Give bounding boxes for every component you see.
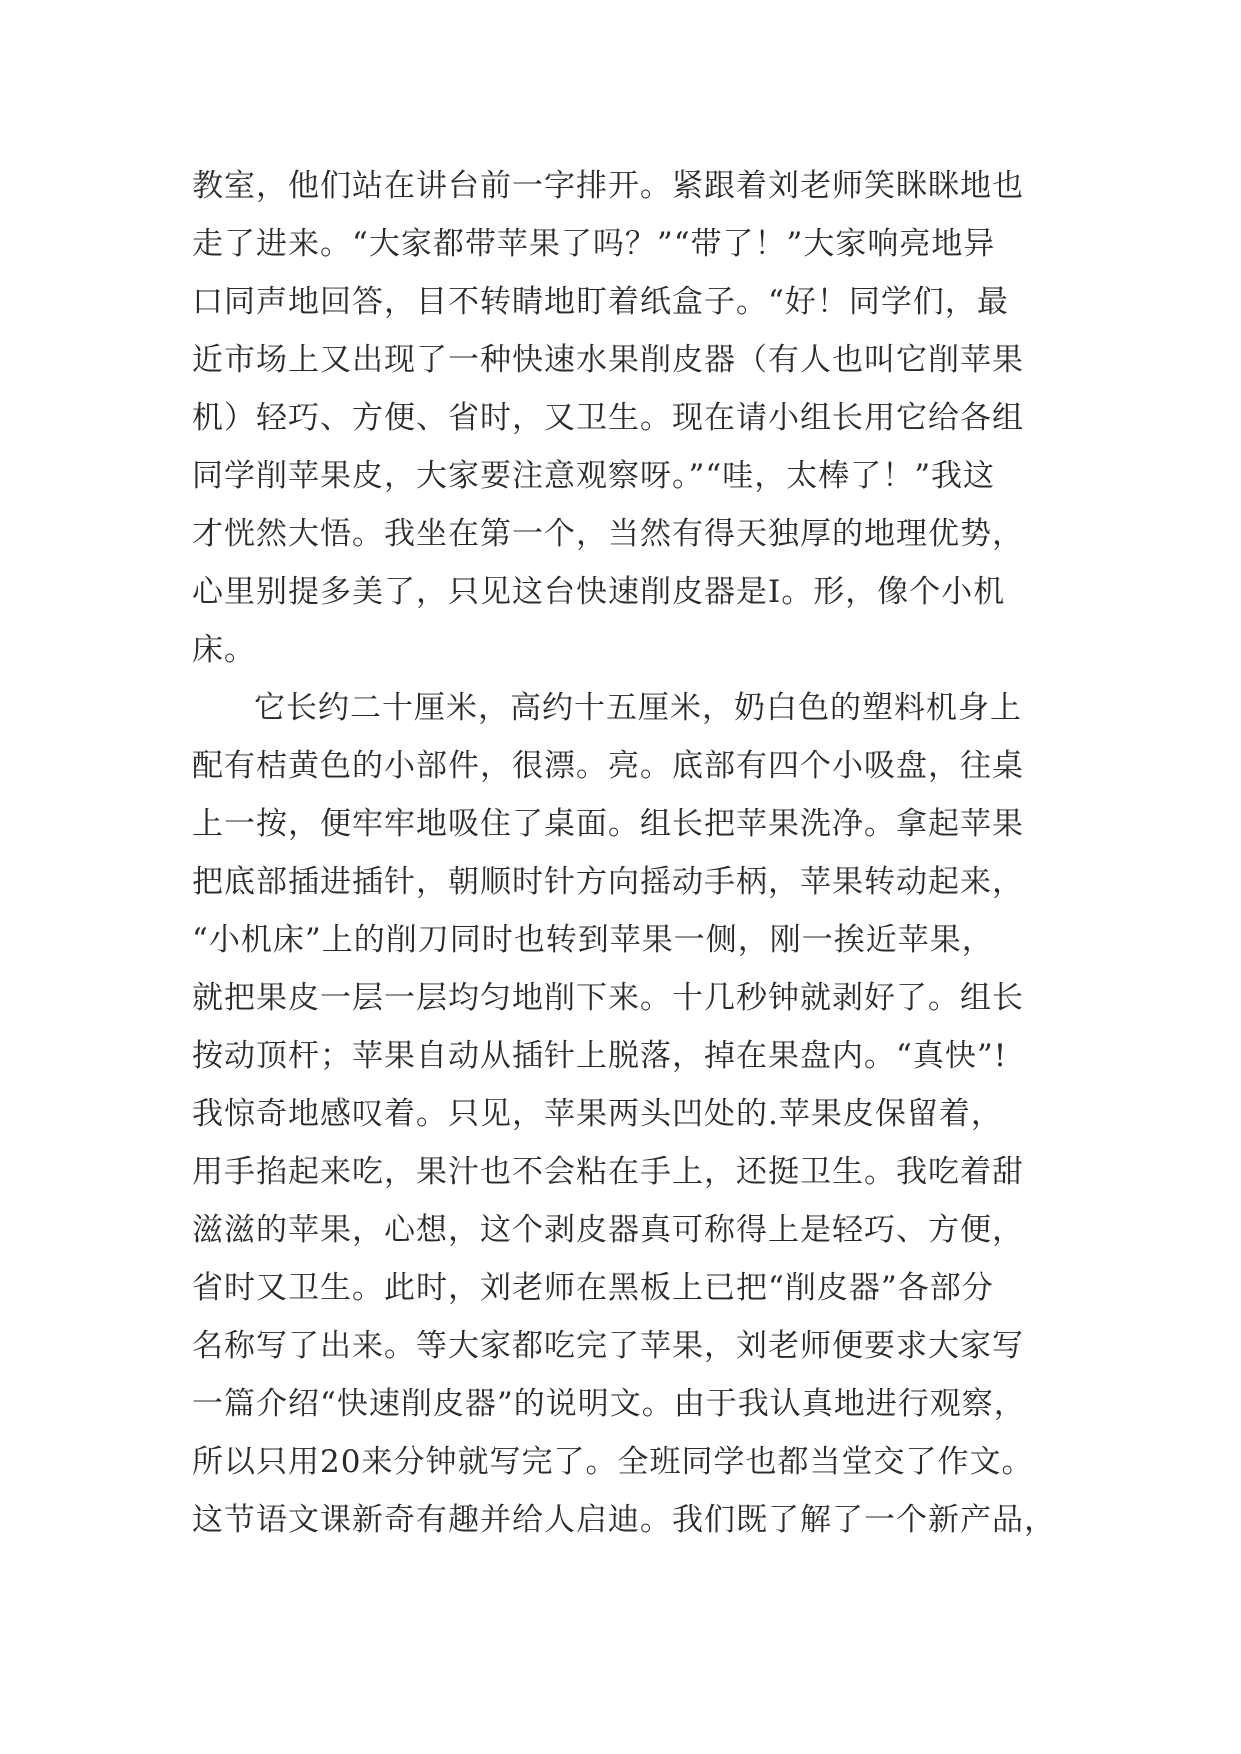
- text-line: 才恍然大悟。我坐在第一个，当然有得天独厚的地理优势，: [192, 516, 1024, 552]
- text-line: 近市场上又出现了一种快速水果削皮器（有人也叫它削苹果: [192, 342, 1024, 378]
- text-line: 教室，他们站在讲台前一字排开。紧跟着刘老师笑眯眯地也: [192, 168, 1024, 204]
- text-line: 口同声地回答，目不转睛地盯着纸盒子。“好！同学们，最: [192, 284, 1009, 320]
- text-line: 一篇介绍“快速削皮器”的说明文。由于我认真地进行观察，: [192, 1386, 1026, 1422]
- text-line: 同学削苹果皮，大家要注意观察呀。”“哇，太棒了！”我这: [192, 458, 996, 494]
- body-text: [192, 157, 1072, 1549]
- text-line: “小机床”上的削刀同时也转到苹果一侧，刚一挨近苹果，: [192, 922, 994, 958]
- text-line: 所以只用20来分钟就写完了。全班同学也都当堂交了作文。: [192, 1444, 1034, 1480]
- paragraph-start-line: 它长约二十厘米，高约十五厘米，奶白色的塑料机身上: [254, 690, 1022, 726]
- text-line: 滋滋的苹果，心想，这个剥皮器真可称得上是轻巧、方便，: [192, 1212, 1024, 1248]
- text-line: 机）轻巧、方便、省时，又卫生。现在请小组长用它给各组: [192, 400, 1024, 436]
- text-line: 床。: [192, 632, 256, 668]
- text-line: 省时又卫生。此时，刘老师在黑板上已把“削皮器”各部分: [192, 1270, 994, 1306]
- text-line: 这节语文课新奇有趣并给人启迪。我们既了解了一个新产品，: [192, 1502, 1056, 1538]
- text-line: 就把果皮一层一层均匀地削下来。十几秒钟就剥好了。组长: [192, 980, 1024, 1016]
- text-line: 名称写了出来。等大家都吃完了苹果，刘老师便要求大家写: [192, 1328, 1024, 1364]
- text-line: 配有桔黄色的小部件，很漂。亮。底部有四个小吸盘，往桌: [192, 748, 1024, 784]
- text-line: 我惊奇地感叹着。只见，苹果两头凹处的.苹果皮保留着，: [192, 1096, 1003, 1132]
- text-line: 上一按，便牢牢地吸住了桌面。组长把苹果洗净。拿起苹果: [192, 806, 1024, 842]
- text-line: 按动顶杆；苹果自动从插针上脱落，掉在果盘内。“真快”!: [192, 1038, 1008, 1074]
- text-line: 走了进来。“大家都带苹果了吗？”“带了！”大家响亮地异: [192, 226, 996, 262]
- text-line: 用手掐起来吃，果汁也不会粘在手上，还挺卫生。我吃着甜: [192, 1154, 1024, 1190]
- text-line: 心里别提多美了，只见这台快速削皮器是Ⅰ。形，像个小机: [192, 574, 1006, 610]
- text-line: 把底部插进插针，朝顺时针方向摇动手柄，苹果转动起来，: [192, 864, 1024, 900]
